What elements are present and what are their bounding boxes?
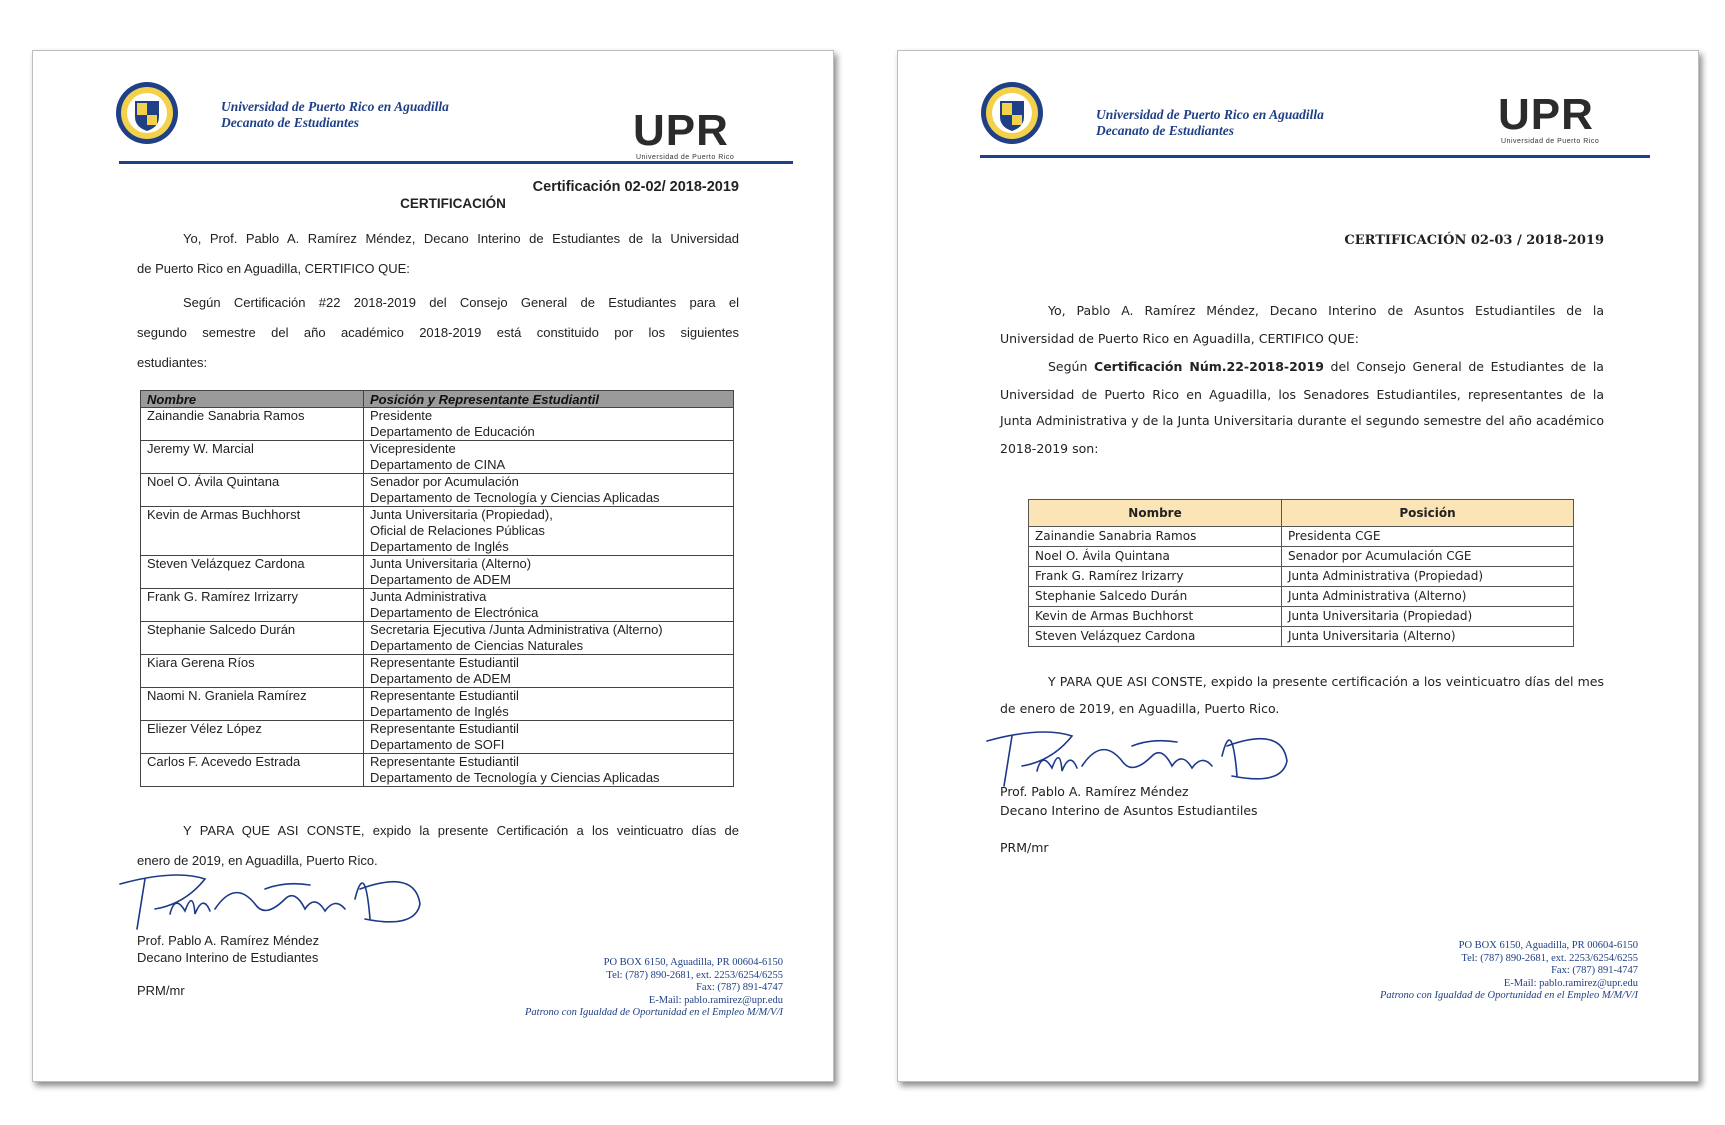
footer-contact: PO BOX 6150, Aguadilla, PR 00604-6150 Tel: (787) 890-2681, ext. 2253/6254/6255 Fax: (787) 891-4747 E-Mail: pablo.ramirez@upr.edu Patrono con Igualdad de Oportunidad en el Empleo M/M/V/I [1380,940,1638,1001]
table-row [141,688,734,721]
certification-page-right [897,50,1699,1082]
position-line: Senador por Acumulación [370,474,519,489]
table-row [141,721,734,754]
position-line: Departamento de Tecnología y Ciencias Aplicadas [370,490,660,505]
student-name-cell: Kevin de Armas Buchhorst [141,507,364,556]
office-name: Decanato de Estudiantes [1096,123,1235,138]
student-position-cell [364,754,734,787]
initials: PRM/mr [1000,840,1049,855]
table-row [141,589,734,622]
certification-number: Certificación 02-02/ 2018-2019 [532,179,739,195]
position-line: Junta Administrativa [370,589,487,604]
senator-name-cell: Noel O. Ávila Quintana [1029,547,1282,567]
position-line: Vicepresidente [370,441,456,456]
position-line: Presidente [370,408,433,423]
table-row [1029,567,1574,587]
table-row [141,474,734,507]
senator-position-cell: Presidenta CGE [1282,527,1574,547]
paragraph-1-line-1: Yo, Pablo A. Ramírez Méndez, Decano Interino de Asuntos Estudiantiles de la [1048,303,1604,318]
university-seal-icon [980,81,1044,145]
senator-position-cell: Junta Administrativa (Propiedad) [1282,567,1574,587]
student-position-cell [364,507,734,556]
table-row [141,507,734,556]
student-name-cell: Kiara Gerena Ríos [141,655,364,688]
signer-title: Decano Interino de Asuntos Estudiantiles [1000,803,1258,818]
position-line: Departamento de Ciencias Naturales [370,638,584,653]
position-line: Departamento de ADEM [370,572,511,587]
senators-table [1028,499,1574,647]
office-name: Decanato de Estudiantes [221,115,360,130]
student-position-cell [364,721,734,754]
position-line: Departamento de Electrónica [370,605,539,620]
student-name-cell: Steven Velázquez Cardona [141,556,364,589]
signer-title: Decano Interino de Estudiantes [137,950,319,965]
paragraph-1-line-2: Universidad de Puerto Rico en Aguadilla, CERTIFICO QUE: [1000,331,1359,346]
closing-line-2: enero de 2019, en Aguadilla, Puerto Rico. [137,853,378,868]
position-line: Departamento de SOFI [370,737,505,752]
student-name-cell: Eliezer Vélez López [141,721,364,754]
table-row [141,622,734,655]
student-position-cell [364,441,734,474]
table-row [1029,587,1574,607]
signer-name: Prof. Pablo A. Ramírez Méndez [1000,784,1189,799]
position-line: Representante Estudiantil [370,721,519,736]
student-name-cell: Jeremy W. Marcial [141,441,364,474]
header-rule [119,161,793,164]
senator-name-cell: Steven Velázquez Cardona [1029,627,1282,647]
paragraph-2-line-2: segundo semestre del año académico 2018-2019 está constituido por los siguientes [137,325,739,340]
student-name-cell: Naomi N. Graniela Ramírez [141,688,364,721]
table-row [141,754,734,787]
paragraph-2-line-3: Junta Administrativa y de la Junta Universitaria durante el segundo semestre del año académico [1000,413,1604,428]
position-line: Departamento de CINA [370,457,506,472]
university-name: Universidad de Puerto Rico en Aguadilla [221,99,449,114]
header-rule [980,155,1650,158]
senator-name-cell: Kevin de Armas Buchhorst [1029,607,1282,627]
student-name-cell: Frank G. Ramírez Irrizarry [141,589,364,622]
table-row [141,441,734,474]
senator-name-cell: Zainandie Sanabria Ramos [1029,527,1282,547]
upr-logo: UPR [1498,90,1594,139]
paragraph-1-line-2: de Puerto Rico en Aguadilla, CERTIFICO QUE: [137,261,410,276]
senator-position-cell: Senador por Acumulación CGE [1282,547,1574,567]
student-name-cell: Stephanie Salcedo Durán [141,622,364,655]
footer-contact: PO BOX 6150, Aguadilla, PR 00604-6150 Tel: (787) 890-2681, ext. 2253/6254/6255 Fax: (787) 891-4747 E-Mail: pablo.ramirez@upr.edu Patrono con Igualdad de Oportunidad en el Empleo M/M/V/I [525,957,783,1018]
position-line: Junta Universitaria (Alterno) [370,556,532,571]
initials: PRM/mr [137,983,185,998]
table-row [141,408,734,441]
upr-logo-subtitle: Universidad de Puerto Rico [1501,138,1600,145]
signature-image [115,859,435,939]
table-row [1029,627,1574,647]
column-header-position: Posición [1282,500,1574,527]
column-header-position: Posición y Representante Estudiantil [364,391,734,408]
table-row [1029,607,1574,627]
certification-number: CERTIFICACIÓN 02-03 / 2018-2019 [1344,233,1604,248]
position-line: Departamento de Educación [370,424,535,439]
paragraph-2-line-1: Según Certificación #22 2018-2019 del Consejo General de Estudiantes para el [183,295,739,310]
column-header-name: Nombre [1029,500,1282,527]
position-line: Representante Estudiantil [370,655,519,670]
student-council-table [140,390,734,787]
paragraph-2-line-4: 2018-2019 son: [1000,441,1099,456]
student-name-cell: Zainandie Sanabria Ramos [141,408,364,441]
position-line: Departamento de Tecnología y Ciencias Aplicadas [370,770,660,785]
upr-logo: UPR [633,106,729,155]
senator-name-cell: Frank G. Ramírez Irizarry [1029,567,1282,587]
student-position-cell [364,556,734,589]
paragraph-1-line-1: Yo, Prof. Pablo A. Ramírez Méndez, Decano Interino de Estudiantes de la Universidad [183,231,739,246]
position-line: Oficial de Relaciones Públicas [370,523,545,538]
paragraph-2-line-2: Universidad de Puerto Rico en Aguadilla, los Senadores Estudiantiles, representantes de la [1000,387,1604,402]
student-position-cell [364,474,734,507]
closing-line-2: de enero de 2019, en Aguadilla, Puerto Rico. [1000,701,1280,716]
paragraph-2-line-1: Según Certificación Núm.22-2018-2019 del Consejo General de Estudiantes de la [1048,359,1604,374]
student-position-cell [364,622,734,655]
certification-page-left [32,50,834,1082]
upr-logo-subtitle: Universidad de Puerto Rico [636,154,735,161]
position-line: Representante Estudiantil [370,688,519,703]
paragraph-2-line-3: estudiantes: [137,355,208,370]
certification-reference: Certificación Núm.22-2018-2019 [1094,359,1324,374]
closing-line-1: Y PARA QUE ASI CONSTE, expido la presente certificación a los veinticuatro días del mes [1048,674,1604,689]
position-line: Departamento de Inglés [370,539,509,554]
student-position-cell [364,408,734,441]
senator-name-cell: Stephanie Salcedo Durán [1029,587,1282,607]
table-row [1029,527,1574,547]
column-header-name: Nombre [141,391,364,408]
position-line: Junta Universitaria (Propiedad), [370,507,553,522]
table-row [141,655,734,688]
senator-position-cell: Junta Administrativa (Alterno) [1282,587,1574,607]
university-name: Universidad de Puerto Rico en Aguadilla [1096,107,1324,122]
student-name-cell: Carlos F. Acevedo Estrada [141,754,364,787]
student-name-cell: Noel O. Ávila Quintana [141,474,364,507]
position-line: Secretaria Ejecutiva /Junta Administrativa (Alterno) [370,622,663,637]
signer-name: Prof. Pablo A. Ramírez Méndez [137,933,320,948]
senator-position-cell: Junta Universitaria (Propiedad) [1282,607,1574,627]
student-position-cell [364,655,734,688]
page-title: CERTIFICACIÓN [400,196,506,211]
table-row [1029,547,1574,567]
university-seal-icon [115,81,179,145]
student-position-cell [364,589,734,622]
position-line: Departamento de Inglés [370,704,509,719]
position-line: Representante Estudiantil [370,754,519,769]
position-line: Departamento de ADEM [370,671,511,686]
senator-position-cell: Junta Universitaria (Alterno) [1282,627,1574,647]
table-row [141,556,734,589]
student-position-cell [364,688,734,721]
closing-line-1: Y PARA QUE ASI CONSTE, expido la presente Certificación a los veinticuatro días de [183,823,739,838]
